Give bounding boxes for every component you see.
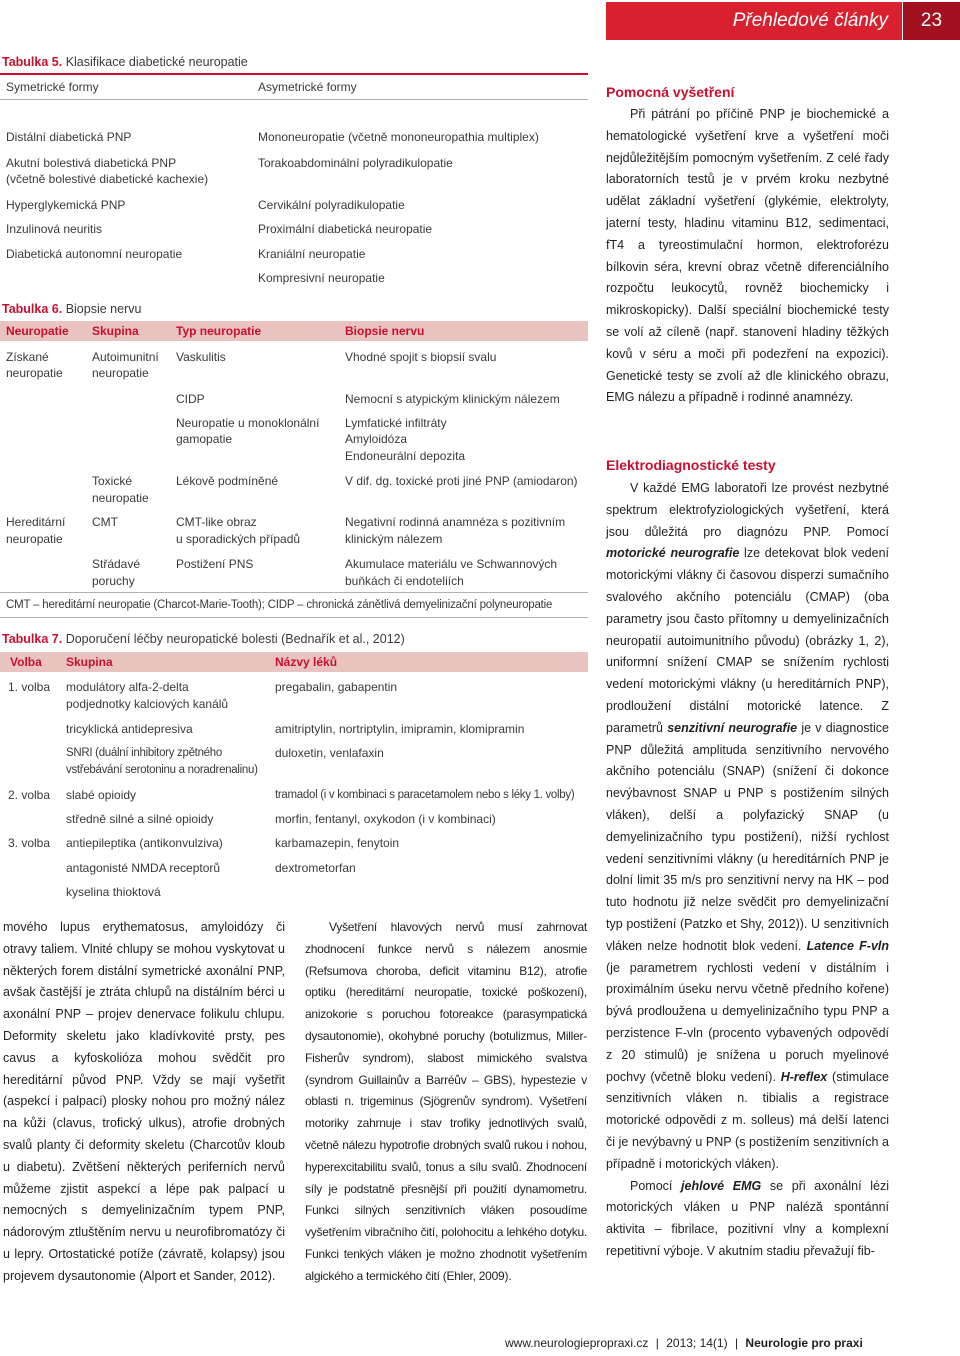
table5-cell: Hyperglykemická PNP bbox=[6, 198, 126, 212]
table6-cell: Negativní rodinná anamnéza s pozitivním bbox=[345, 515, 566, 529]
table5-cell: Cervikální polyradikulopatie bbox=[258, 198, 405, 212]
table6-cell: Postižení PNS bbox=[176, 557, 254, 571]
table5-header: Symetrické formy bbox=[6, 80, 99, 94]
table6-header: Biopsie nervu bbox=[345, 324, 425, 338]
body-column-1 bbox=[3, 917, 285, 1288]
divider bbox=[0, 592, 588, 593]
table5-header: Asymetrické formy bbox=[258, 80, 357, 94]
table6-header: Neuropatie bbox=[6, 324, 69, 338]
table7-cell: modulátory alfa-2-delta bbox=[66, 680, 189, 694]
table6-cell: poruchy bbox=[92, 574, 135, 588]
paragraph: Při pátrání po příčině PNP je biochemické a hematologické vyšetření krve a vyšetření moči nejdůležitějším pomocným vyšetřením. Z celé řady laboratorních testů je v prvém kroku nezbytné udělat základní vyšetření (glykémie, elektrolyty, jaterní testy, hladinu vitaminu B12, sedimentaci, fT4 a tyreostimulační hormon, elektroforézu bílkovin séra, krevní obraz včetně diferenciálního rozpočtu leukocytů, rovněž biochemicky i mikroskopicky). Další speciální biochemické testy se volí až cíleně (např. stanovení hladiny těžkých kovů v séru a moči při podezření na expozici). Genetické testy se zvolí až dle klinického obrazu, EMG nálezu a případně i rodinné anamnézy. bbox=[606, 107, 889, 405]
table6-cell: klinickým nálezem bbox=[345, 532, 443, 546]
table6-cell: Lymfatické infiltráty bbox=[345, 416, 447, 430]
table6-cell: Získané bbox=[6, 350, 49, 364]
body-column-2 bbox=[305, 917, 587, 1288]
table5-cell: Inzulinová neuritis bbox=[6, 222, 103, 236]
table6-caption: Tabulka 6. Biopsie nervu bbox=[2, 302, 142, 316]
body-column-3a bbox=[606, 104, 889, 409]
table7-cell: karbamazepin, fenytoin bbox=[275, 836, 400, 850]
table6-cell: Vaskulitis bbox=[176, 350, 226, 364]
section-heading: Pomocná vyšetření bbox=[606, 84, 735, 100]
table6-cell: Lékově podmíněné bbox=[176, 474, 279, 488]
table7-cell: duloxetin, venlafaxin bbox=[275, 746, 384, 760]
table6-cell: CMT bbox=[92, 515, 118, 529]
table6-header: Typ neuropatie bbox=[176, 324, 262, 338]
table7-cell: antiepileptika (antikonvulziva) bbox=[66, 836, 223, 850]
table6-cell: Akumulace materiálu ve Schwannových bbox=[345, 557, 558, 571]
table7-cell: 2. volba bbox=[8, 788, 51, 802]
table6-note: CMT – hereditární neuropatie (Charcot-Marie-Tooth); CIDP – chronická zánětlivá demyelinizační polyneuropatie bbox=[6, 599, 553, 611]
table6-cell: Nemocní s atypickým klinickým nálezem bbox=[345, 392, 560, 406]
paragraph: Pomocí jehlové EMG se při axonální lézi motorických vláken u PNP naléză spontánní aktivita – fibrilace, pozitivní vlny a komplexní repetitivní výboje. V akutním stadiu převažují fib- bbox=[606, 1178, 889, 1258]
paragraph: V každé EMG laboratoři lze provést nezbytné spektrum elektrofyziologických vyšetření, která jsou důležitá pro diagnózu PNP. Pomocí motorické neurografie lze detekovat blok vedení motorickými vlákny či časovou disperzi sumačního svalového akčního potenciálu (CMAP) (oba parametry jsou často přítomny u demyelinizačních neuropatií autoimunitního původu) (obrázky 1, 2), uniformní snížení CMAP se snížením rychlosti vedení motorickými vlákny (u hereditárních PNP), prodloužení distální motorické latence. Z parametrů senzitivní neurografie je v diagnostice PNP důležitá amplituda senzitivního nervového akčního potenciálu (SNAP) (snížení či dokonce nevýbavnost SNAP u PNP s postižením silných vláken), delší a polyfazický SNAP (u demyelinizačního typu postižení), nižší rychlost vedení senzitivními vlákny (u hereditárních PNP je dolní limit 35 m/s pro senzitivní nervy na HK – pod tuto hodnotu již nelze svědčit pro demyelinizační typ postižení (Patzko et Shy, 2012)). U senzitivních vláken nelze hodnotit blok vedení. Latence F-vln (je parametrem rychlosti vedení v distálním i proximálním úseku nervu včetně předního kořene) bývá prodloužena u demyelinizačního typu PNP a perzistence F-vln (procento vybavených odpovědí z 20 stimulů) je snížena u poruch myelinové pochvy (včetně bloku vedení). H-reflex (stimulace senzitivních vláken n. tibialis a registrace motorické odpovědi z m. solleus) má delší latenci či je nevýbavný u PNP (s postižením senzitivních a případně i motorických vláken). bbox=[606, 481, 889, 1171]
section-title: Přehledové články bbox=[732, 10, 888, 31]
table6-cell: Endoneurální depozita bbox=[345, 449, 466, 463]
table7-cell: podjednotky kalciových kanálů bbox=[66, 697, 229, 711]
table7-cell: 1. volba bbox=[8, 680, 51, 694]
table5-cell: Distální diabetická PNP bbox=[6, 130, 132, 144]
table6-cell: CMT-like obraz bbox=[176, 515, 257, 529]
table6-cell: V dif. dg. toxické proti jiné PNP (amiodaron) bbox=[345, 474, 578, 488]
table7-cell: dextrometorfan bbox=[275, 861, 356, 875]
footer-journal: Neurologie pro praxi bbox=[745, 1336, 863, 1350]
table6-cell: Hereditární bbox=[6, 515, 66, 529]
table7-cell: kyselina thioktová bbox=[66, 885, 161, 899]
table6-cell: CIDP bbox=[176, 392, 205, 406]
table6-cell: gamopatie bbox=[176, 432, 233, 446]
table5-cell: Kraniální neuropatie bbox=[258, 247, 366, 261]
divider bbox=[0, 73, 588, 75]
page-number: 23 bbox=[903, 2, 960, 40]
table6-cell: Autoimunitní bbox=[92, 350, 159, 364]
divider bbox=[0, 617, 588, 618]
table6-cell: neuropatie bbox=[92, 491, 149, 505]
table7-cell: tramadol (i v kombinaci s paracetamolem nebo s léky 1. volby) bbox=[275, 789, 575, 801]
table6-header: Skupina bbox=[92, 324, 139, 338]
table7-header: Názvy léků bbox=[275, 655, 338, 669]
table5-cell: Kompresivní neuropatie bbox=[258, 271, 385, 285]
footer-issue: 2013; 14(1) bbox=[666, 1336, 728, 1350]
table6-header-row bbox=[0, 321, 588, 341]
paragraph: mového lupus erythematosus, amyloidózy či otravy taliem. Vlnité chlupy se mohou vyskytovat u některých forem distální symetrické axonální PNP, avšak častější je ztráta chlupů na distálním bérci u axonální PNP – projev denervace folikulu chlupu. Deformity skeletu jako kladívkovité prsty, pes cavus a kyfoskolióza mohou svědčit pro hereditární původ PNP. Vždy se mají vyšetřit (aspekcí i palpací) plosky nohou pro možný nález na kůži (clavus, trofický ulkus), atrofie drobných svalů planty či deformity skeletu (Charcotův kloub u diabetu). Zvětšení některých periferních nervů můžeme zjistit aspekcí a lépe pak palpací u nemocných s demyelinizačním typem PNP, nádorovým ztluštěním nervu u neurofibromatózy či u lepry. Ortostatické potíže (závratě, kolapsy) jsou projevem dysautonomie (Alport et Sander, 2012). bbox=[3, 920, 285, 1283]
table7-cell: 3. volba bbox=[8, 836, 51, 850]
table5-cell: Akutní bolestivá diabetická PNP bbox=[6, 156, 177, 170]
page-footer: www.neurologiepropraxi.cz | 2013; 14(1) | Neurologie pro praxi bbox=[505, 1336, 863, 1350]
table7-cell: středně silné a silné opioidy bbox=[66, 812, 214, 826]
table6-cell: Neuropatie u monoklonální bbox=[176, 416, 320, 430]
divider bbox=[0, 99, 588, 100]
table7-cell: vstřebávání serotoninu a noradrenalinu) bbox=[66, 764, 258, 776]
table6-cell: Vhodné spojit s biopsií svalu bbox=[345, 350, 497, 364]
table7-header: Skupina bbox=[66, 655, 113, 669]
table5-cell: Proximální diabetická neuropatie bbox=[258, 222, 433, 236]
table5-cell: Torakoabdominální polyradikulopatie bbox=[258, 156, 453, 170]
paragraph: Vyšetření hlavových nervů musí zahrnovat zhodnocení funkce nervů s nálezem anosmie (Refsumova choroba, deficit vitaminu B12), atrofie optiku (hereditární neuropatie, toxické poškození), anizokorie s poruchou fotoreakce (parasympatická dysautonomie), okohybné poruchy (botulizmus, Miller-Fisherův syndrom), slabost mimického svalstva (syndrom Guillainův a Barréův – GBS), hypestezie v oblasti n. trigeminus (Sjögrenův syndrom). Vyšetření motoriky zahrnuje i stav trofiky jednotlivých svalů, včetně nálezu hypotrofie drobných svalů rukou i nohou, hyperexcitabilitu svalů, tonus a sílu svalů. Zhodnocení síly je podstatně přesnější při použití dynamometru. Funkci silných senzitivních vláken posoudíme vyšetřením vibračního čití, polohocitu a lehkého dotyku. Funkci tenkých vláken je možno zhodnotit vyšetřením algického a termického čití (Ehler, 2009). bbox=[305, 920, 587, 1283]
table5-caption: Tabulka 5. Klasifikace diabetické neuropatie bbox=[2, 55, 248, 69]
table6-cell: Toxické bbox=[92, 474, 133, 488]
body-column-3b bbox=[606, 478, 889, 1263]
section-label bbox=[606, 2, 902, 40]
table6-cell: u sporadických případů bbox=[176, 532, 301, 546]
table7-cell: slabé opioidy bbox=[66, 788, 137, 802]
table5-cell: Diabetická autonomní neuropatie bbox=[6, 247, 183, 261]
table5-cell: (včetně bolestivé diabetické kachexie) bbox=[6, 172, 209, 186]
table7-header: Volba bbox=[10, 655, 42, 669]
table6-cell: Střádavé bbox=[92, 557, 141, 571]
section-heading: Elektrodiagnostické testy bbox=[606, 457, 776, 473]
table5-cell: Mononeuropatie (včetně mononeuropathia multiplex) bbox=[258, 130, 539, 144]
table6-cell: neuropatie bbox=[92, 366, 149, 380]
table7-cell: morfin, fentanyl, oxykodon (i v kombinaci) bbox=[275, 812, 496, 826]
table7-cell: amitriptylin, nortriptylin, imipramin, klomipramin bbox=[275, 722, 525, 736]
table7-cell: tricyklická antidepresiva bbox=[66, 722, 193, 736]
footer-url[interactable]: www.neurologiepropraxi.cz bbox=[505, 1336, 649, 1350]
table7-cell: antagonisté NMDA receptorů bbox=[66, 861, 221, 875]
table7-cell: SNRI (duální inhibitory zpětného bbox=[66, 747, 222, 759]
table7-cell: pregabalin, gabapentin bbox=[275, 680, 398, 694]
table6-cell: buňkách či endoteliích bbox=[345, 574, 464, 588]
table7-caption: Tabulka 7. Doporučení léčby neuropatické bolesti (Bednařík et al., 2012) bbox=[2, 632, 405, 646]
table6-cell: neuropatie bbox=[6, 532, 63, 546]
table6-cell: neuropatie bbox=[6, 366, 63, 380]
table6-cell: Amyloidóza bbox=[345, 432, 408, 446]
